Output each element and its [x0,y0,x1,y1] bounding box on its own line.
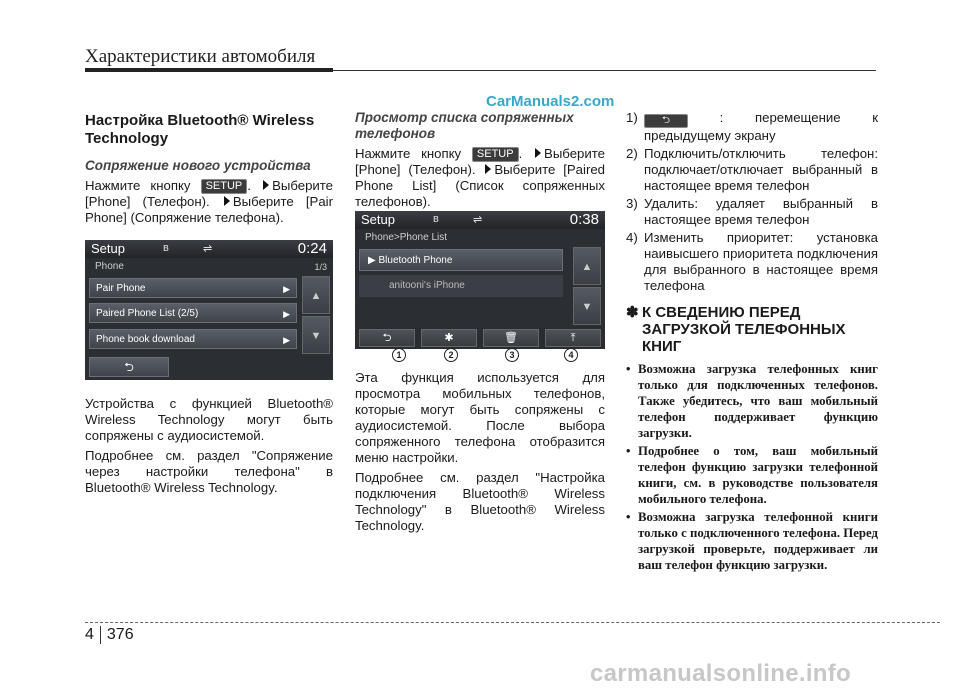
watermark-top: CarManuals2.com [486,93,615,110]
callout-1: 1 [392,348,406,362]
setup-phone-screen [85,240,333,380]
watermark-bottom: carmanualsonline.info [590,660,852,687]
back-button[interactable]: ⮌ [359,329,415,347]
bluetooth-icon: ʙ [163,242,169,254]
text: . [247,178,251,193]
arrow-right-icon [263,180,269,190]
chevron-right-icon: ▶ [283,309,290,319]
step-number: 2) [626,146,638,161]
step-text: Подключить/отключить телефон: подключает/отключает выбранный в настоящее время телефон [644,146,878,193]
clock: 0:24 [297,240,327,257]
phone-name: Bluetooth Phone [378,255,453,266]
paragraph-reference: Подробнее см. раздел "Сопряжение через настройки телефона" в Bluetooth® Wireless Technology. [85,448,333,495]
page-number-value: 376 [106,626,134,643]
step-item [626,110,878,144]
instruction-paragraph [85,178,333,226]
menu-item-label: Paired Phone List (2/5) [96,308,199,319]
callout-numbers [355,348,605,362]
step-number: 1) [626,110,638,125]
menu-item-pair-phone[interactable] [89,278,297,298]
step-item [626,196,878,228]
bluetooth-icon: ʙ [433,213,439,225]
chevron-right-icon: ▶ [283,284,290,294]
priority-button[interactable]: ⤒ [545,329,601,347]
column-3 [626,110,878,575]
steps-list [626,110,878,294]
menu-item-paired-phone-list[interactable] [89,303,297,323]
list-item: • Возможна загрузка телефонных книг только для подключенных телефонов. Также убедитесь, что ваш мобильный телефон поддерживает функцию загрузки. [626,361,878,441]
arrow-right-icon [535,148,541,158]
scroll-down-button[interactable]: ▼ [302,316,330,354]
phone-name: anitooni's iPhone [389,280,465,291]
phone-list-item-selected[interactable] [359,249,563,271]
step-number: 4) [626,230,638,245]
screen-bottom-bar [355,327,605,349]
notice-list [626,361,878,573]
asterisk-icon: ✽ [626,304,639,321]
delete-button[interactable]: 🗑 [483,329,539,347]
screen-status-bar [355,211,605,229]
back-button[interactable]: ⮌ [89,357,169,377]
arrow-right-icon [485,164,491,174]
text: Нажмите кнопку [355,146,462,161]
menu-item-label: Pair Phone [96,283,146,294]
screen-title: Setup [361,212,395,227]
screen-subtitle: Phone>Phone List [365,232,448,243]
column-2 [355,110,605,214]
screen-title: Setup [91,241,125,256]
back-icon: ⮌ [644,114,688,128]
column-1 [85,110,333,230]
step-text: Изменить приоритет: установка наивысшего приоритета подключения для выбранного в настоящее время телефона [644,230,878,293]
callout-4: 4 [564,348,578,362]
scroll-down-button[interactable]: ▼ [573,287,601,325]
text: Нажмите кнопку [85,178,191,193]
text: Выберите [Phone] (Телефон). [85,178,334,209]
section-heading: Настройка Bluetooth® Wireless Technology [85,112,315,147]
paragraph-devices: Устройства с функцией Bluetooth® Wireless Technology могут быть сопряжены с аудиосистемой. [85,396,333,443]
menu-item-phone-book-download[interactable] [89,329,297,349]
sub-heading-pairing: Сопряжение нового устройства [85,158,311,173]
chevron-right-icon: ▶ [283,335,290,345]
column-2-lower [355,370,605,538]
phone-list-item[interactable] [359,275,563,297]
paragraph-function: Эта функция используется для просмотра мобильных телефонов, которые могут быть сопряжены с аудиосистемой. После выбора сопряженного телефона отобразится меню настройки. [355,370,605,465]
phone-list-screen [355,211,605,349]
clock: 0:38 [569,211,599,228]
screen-status-bar [85,240,333,258]
selected-marker-icon: ▶ [368,255,376,266]
arrow-right-icon [224,196,230,206]
menu-item-label: Phone book download [96,334,195,345]
text: . [518,146,523,161]
instruction-paragraph [355,146,605,210]
scroll-up-button[interactable]: ▲ [573,247,601,285]
column-1-lower [85,396,333,500]
notice-heading-text: К СВЕДЕНИЮ ПЕРЕД ЗАГРУЗКОЙ ТЕЛЕФОННЫХ КНИГ [642,304,846,355]
scroll-up-button[interactable]: ▲ [302,276,330,314]
bluetooth-connect-button[interactable]: ✱ [421,329,477,347]
list-item: • Возможна загрузка телефонной книги только с подключенного телефона. Перед загрузкой проверьте, поддерживает ли ваш телефон функцию загрузки. [626,509,878,573]
step-text: : перемещение к предыдущему экрану [644,110,878,143]
setup-button-icon: SETUP [472,147,519,162]
callout-2: 2 [444,348,458,362]
paragraph-reference: Подробнее см. раздел "Настройка подключения Bluetooth® Wireless Technology" в Bluetooth® Wireless Technology. [355,470,605,533]
page-indicator: 1/3 [314,262,327,272]
list-item: • Подробнее о том, ваш мобильный телефон функцию загрузки телефонной книги, см. в руководстве пользователя мобильного телефона. [626,443,878,507]
callout-3: 3 [505,348,519,362]
setup-button-icon: SETUP [201,179,248,194]
chapter-number: 4 [85,626,101,644]
notice-heading [626,304,878,355]
footer-rule [85,622,940,623]
step-number: 3) [626,196,638,211]
header-title: Характеристики автомобиля [85,46,316,67]
step-text: Удалить: удаляет выбранный в настоящее время телефон [644,196,878,227]
page-number [85,626,134,644]
text: Выберите [Phone] (Телефон). [355,146,605,177]
text: Выберите [Paired Phone List] (Список сопряженных телефонов). [355,162,605,209]
usb-icon: ⇌ [203,243,213,255]
sub-heading-paired-list: Просмотр списка сопряженных телефонов [355,110,574,141]
usb-icon: ⇌ [473,214,483,226]
text: Выберите [Pair Phone] (Сопряжение телефона). [85,194,333,225]
step-item [626,230,878,294]
screen-subtitle: Phone [95,261,124,272]
step-item [626,146,878,194]
header-rule-thin [333,70,876,71]
header-rule-thick [85,68,333,72]
